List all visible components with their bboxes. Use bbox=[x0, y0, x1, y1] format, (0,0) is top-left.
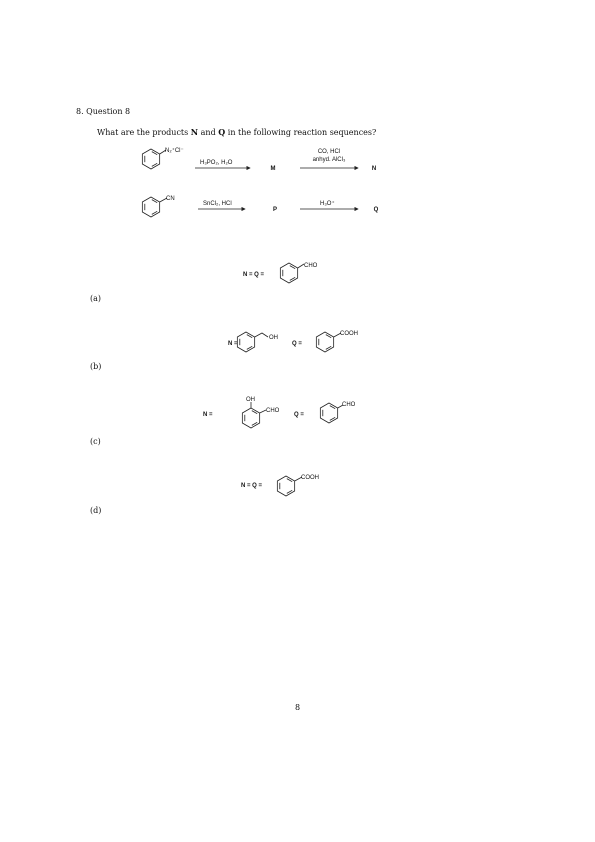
intermediate-m: M bbox=[270, 166, 276, 172]
benzene-ring bbox=[142, 149, 159, 169]
product-q-label: Q bbox=[373, 207, 379, 213]
benzene-ring bbox=[237, 332, 254, 352]
product-q-symbol: Q bbox=[218, 127, 226, 137]
equation-label: Q = bbox=[294, 412, 304, 418]
carboxyl-group-label: COOH bbox=[301, 475, 319, 481]
aldehyde-group-label: CHO bbox=[342, 402, 356, 408]
option-c-label[interactable]: (c) bbox=[90, 437, 101, 446]
reagent-label: CO, HCl bbox=[317, 149, 341, 155]
benzene-ring bbox=[316, 332, 333, 352]
option-c-structure bbox=[203, 397, 356, 428]
reagent-label: anhyd. AlCl₃ bbox=[312, 157, 346, 163]
diazonium-label: N₂⁺Cl⁻ bbox=[165, 148, 184, 154]
option-a-label[interactable]: (a) bbox=[90, 294, 102, 303]
bond bbox=[255, 333, 268, 337]
benzene-ring bbox=[142, 197, 159, 217]
option-d-label[interactable]: (d) bbox=[90, 506, 102, 515]
option-a-structure bbox=[243, 263, 318, 283]
aldehyde-group-label: CHO bbox=[266, 408, 280, 414]
question-text-part: and bbox=[198, 128, 219, 137]
equation-label: N = Q = bbox=[241, 483, 263, 489]
equation-label: N = bbox=[228, 341, 238, 347]
question-text-part: in the following reaction sequences? bbox=[225, 128, 377, 137]
page-number: 8 bbox=[294, 703, 301, 712]
benzene-ring bbox=[277, 476, 294, 496]
benzene-ring bbox=[242, 408, 259, 428]
benzene-ring bbox=[280, 263, 297, 283]
nitrile-label: CN bbox=[166, 196, 175, 202]
reagent-label: H₃PO₂, H₂O bbox=[200, 160, 233, 166]
aldehyde-group-label: CHO bbox=[304, 263, 318, 269]
equation-label: Q = bbox=[292, 341, 302, 347]
benzene-ring bbox=[320, 403, 337, 423]
equation-label: N = bbox=[203, 412, 213, 418]
option-d-structure bbox=[241, 475, 319, 496]
equation-label: N = Q = bbox=[243, 272, 265, 278]
option-b-structure bbox=[228, 331, 358, 352]
reaction-row-2 bbox=[142, 196, 378, 217]
reaction-row-1 bbox=[142, 147, 376, 172]
carboxyl-group-label: COOH bbox=[340, 331, 358, 337]
question-text-part: What are the products bbox=[97, 128, 191, 137]
hydroxyl-group-label: OH bbox=[269, 335, 278, 341]
question-heading: 8. Question 8 bbox=[76, 107, 131, 116]
reagent-label: H₃O⁺ bbox=[320, 201, 335, 207]
reagent-label: SnCl₂, HCl bbox=[203, 201, 232, 207]
option-b-label[interactable]: (b) bbox=[90, 362, 102, 371]
intermediate-p: P bbox=[272, 207, 278, 213]
hydroxyl-group-label: OH bbox=[246, 397, 255, 403]
product-n-symbol: N bbox=[190, 127, 199, 137]
product-n-label: N bbox=[371, 166, 377, 172]
